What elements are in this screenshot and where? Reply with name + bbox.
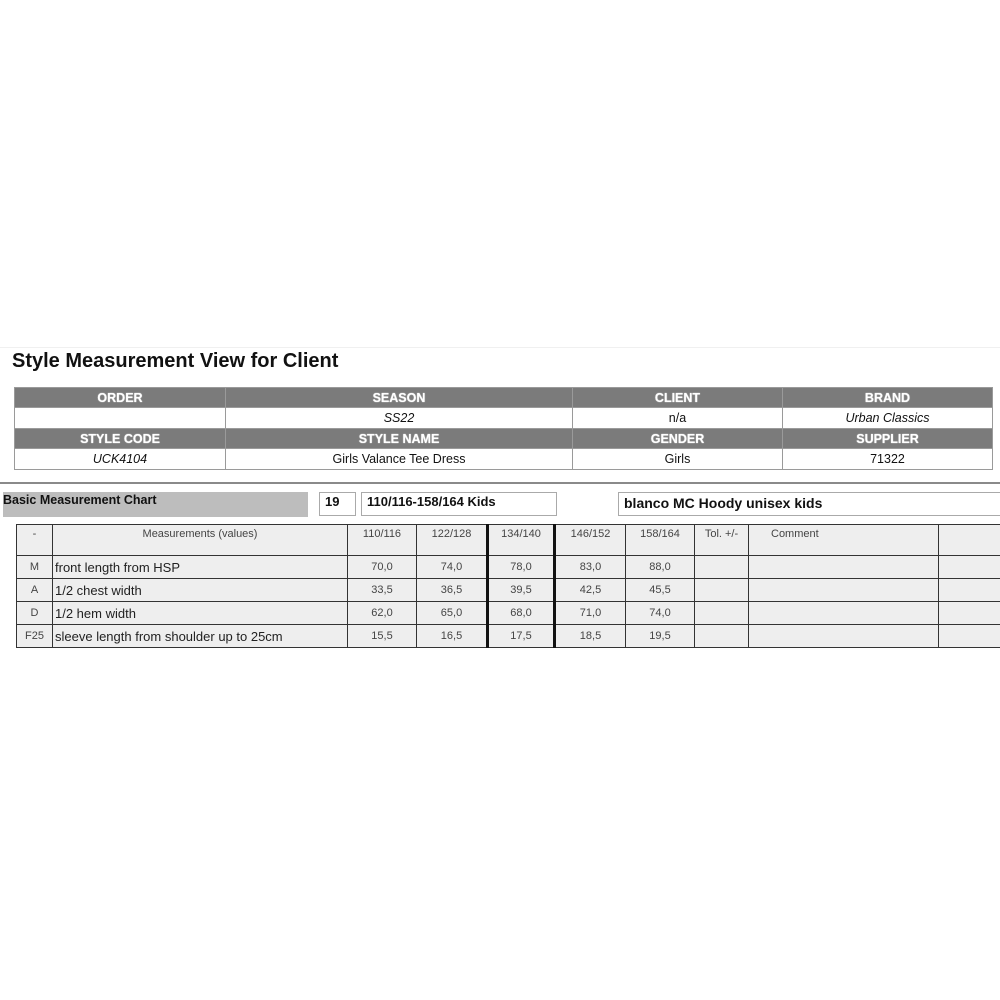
measurement-value: 88,0 [626, 556, 695, 579]
measurement-value: 65,0 [417, 602, 488, 625]
tolerance-cell [695, 556, 749, 579]
column-header: 146/152 [555, 525, 626, 556]
measurement-value: 78,0 [488, 556, 555, 579]
measurement-value: 18,5 [555, 625, 626, 648]
measurement-table [16, 524, 1000, 648]
comment-cell [749, 556, 939, 579]
measurement-value: 42,5 [555, 579, 626, 602]
measurement-value: 45,5 [626, 579, 695, 602]
comment-cell [749, 625, 939, 648]
measurement-name: 1/2 chest width [53, 579, 348, 602]
base-style-field: blanco MC Hoody unisex kids [618, 492, 1000, 516]
column-header [939, 525, 1000, 556]
extra-cell [939, 579, 1000, 602]
measurement-value: 62,0 [348, 602, 417, 625]
chart-section-label: Basic Measurement Chart [3, 492, 308, 517]
comment-cell [749, 579, 939, 602]
measurement-code: D [17, 602, 53, 625]
gender-header: GENDER [573, 429, 783, 449]
tolerance-cell [695, 625, 749, 648]
measurement-value: 19,5 [626, 625, 695, 648]
measurement-code: F25 [17, 625, 53, 648]
style-name-value: Girls Valance Tee Dress [226, 449, 573, 470]
order-header: ORDER [15, 388, 226, 408]
measurement-value: 33,5 [348, 579, 417, 602]
measurement-value: 74,0 [417, 556, 488, 579]
style-info-table [14, 387, 993, 470]
measurement-header-row [17, 525, 1000, 556]
comment-cell [749, 602, 939, 625]
gender-value: Girls [573, 449, 783, 470]
measurement-value: 74,0 [626, 602, 695, 625]
measurement-code: M [17, 556, 53, 579]
measurement-value: 39,5 [488, 579, 555, 602]
measurement-value: 17,5 [488, 625, 555, 648]
extra-cell [939, 625, 1000, 648]
style-name-header: STYLE NAME [226, 429, 573, 449]
measurement-row [17, 579, 1000, 602]
client-header: CLIENT [573, 388, 783, 408]
client-value: n/a [573, 408, 783, 429]
measurement-value: 70,0 [348, 556, 417, 579]
measurement-row [17, 556, 1000, 579]
tolerance-cell [695, 602, 749, 625]
measurement-value: 71,0 [555, 602, 626, 625]
measurement-name: 1/2 hem width [53, 602, 348, 625]
measurement-name: front length from HSP [53, 556, 348, 579]
column-header: 158/164 [626, 525, 695, 556]
size-range-field: 110/116-158/164 Kids [361, 492, 557, 516]
size-range-id-field: 19 [319, 492, 356, 516]
column-header: Measurements (values) [53, 525, 348, 556]
measurement-code: A [17, 579, 53, 602]
column-header: - [17, 525, 53, 556]
column-header: 110/116 [348, 525, 417, 556]
measurement-row [17, 602, 1000, 625]
measurement-name: sleeve length from shoulder up to 25cm [53, 625, 348, 648]
column-header: Tol. +/- [695, 525, 749, 556]
season-value: SS22 [226, 408, 573, 429]
measurement-row [17, 625, 1000, 648]
page-title: Style Measurement View for Client [12, 350, 339, 372]
supplier-value: 71322 [783, 449, 993, 470]
top-divider [0, 347, 1000, 348]
extra-cell [939, 556, 1000, 579]
tolerance-cell [695, 579, 749, 602]
measurement-value: 15,5 [348, 625, 417, 648]
measurement-value: 68,0 [488, 602, 555, 625]
column-header: 122/128 [417, 525, 488, 556]
style-code-value: UCK4104 [15, 449, 226, 470]
brand-header: BRAND [783, 388, 993, 408]
extra-cell [939, 602, 1000, 625]
season-header: SEASON [226, 388, 573, 408]
measurement-value: 83,0 [555, 556, 626, 579]
measurement-value: 36,5 [417, 579, 488, 602]
section-divider [0, 482, 1000, 484]
supplier-header: SUPPLIER [783, 429, 993, 449]
column-header: Comment [749, 525, 939, 556]
brand-value: Urban Classics [783, 408, 993, 429]
measurement-value: 16,5 [417, 625, 488, 648]
style-code-header: STYLE CODE [15, 429, 226, 449]
order-value [15, 408, 226, 429]
column-header: 134/140 [488, 525, 555, 556]
